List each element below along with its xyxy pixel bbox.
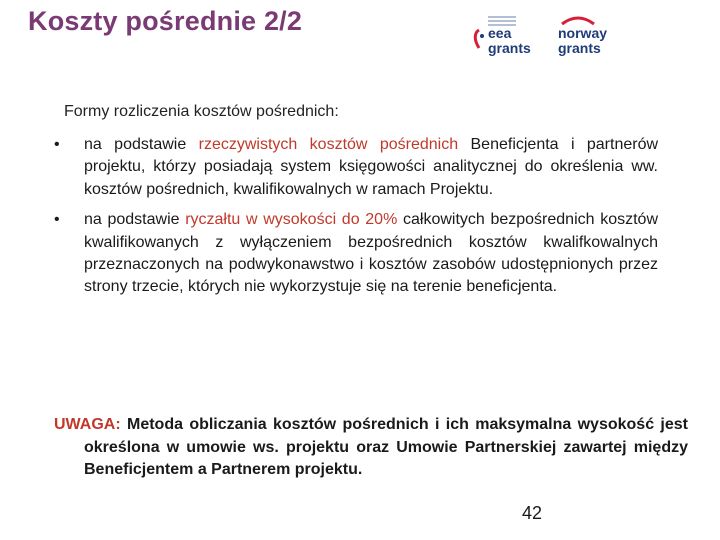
warning-text: Metoda obliczania kosztów pośrednich i ich maksymalna wysokość jest określona w umowie ws. projektu oraz Umowie Partnerskiej zawartej między Beneficjentem a Partnerem projektu. — [84, 416, 688, 478]
eea-logo-line1: eea — [488, 25, 512, 41]
bullet-list — [54, 134, 658, 299]
bullet-text-before: na podstawie — [84, 136, 199, 153]
eea-grants-logo — [470, 14, 540, 56]
slide-title: Koszty pośrednie 2/2 — [28, 6, 303, 36]
eea-logo-line2: grants — [488, 40, 531, 56]
bullet-highlight: rzeczywistych kosztów pośrednich — [198, 136, 459, 153]
norway-logo-line1: norway — [558, 25, 608, 41]
bullet-text-before: na podstawie — [84, 211, 186, 229]
eea-logo-text — [488, 26, 531, 56]
warning-label: UWAGA: — [54, 416, 121, 433]
norway-logo-text — [558, 26, 607, 56]
warning-note — [54, 414, 688, 482]
bullet-highlight: ryczałtu w wysokości do 20% — [185, 211, 398, 229]
eea-flag-icon — [472, 28, 486, 50]
bullet-text-after: Beneficjenta i partnerów projektu, którzy posiadają system księgowości analitycznej do określenia ww. kosztów pośrednich, kwalifikowalnych w ramach Projektu. — [84, 136, 659, 198]
bullet-item — [54, 209, 658, 299]
bullet-icon: • — [54, 211, 60, 229]
intro-text: Formy rozliczenia kosztów pośrednich: — [64, 103, 339, 120]
bullet-text-after: całkowitych bezpośrednich kosztów kwalifikowanych z wyłączeniem bezpośrednich kosztów kwalifkowalnych przeznaczonych na podwykonawstwo i kosztów zasobów udostępnionych przez strony trzecie, których nie wykorzystuje się na terenie beneficjenta. — [84, 211, 659, 296]
page-number: 42 — [522, 503, 543, 523]
norway-logo-line2: grants — [558, 40, 601, 56]
bullet-item — [54, 134, 658, 201]
bullet-icon: • — [54, 136, 60, 153]
norway-grants-logo — [548, 14, 618, 56]
